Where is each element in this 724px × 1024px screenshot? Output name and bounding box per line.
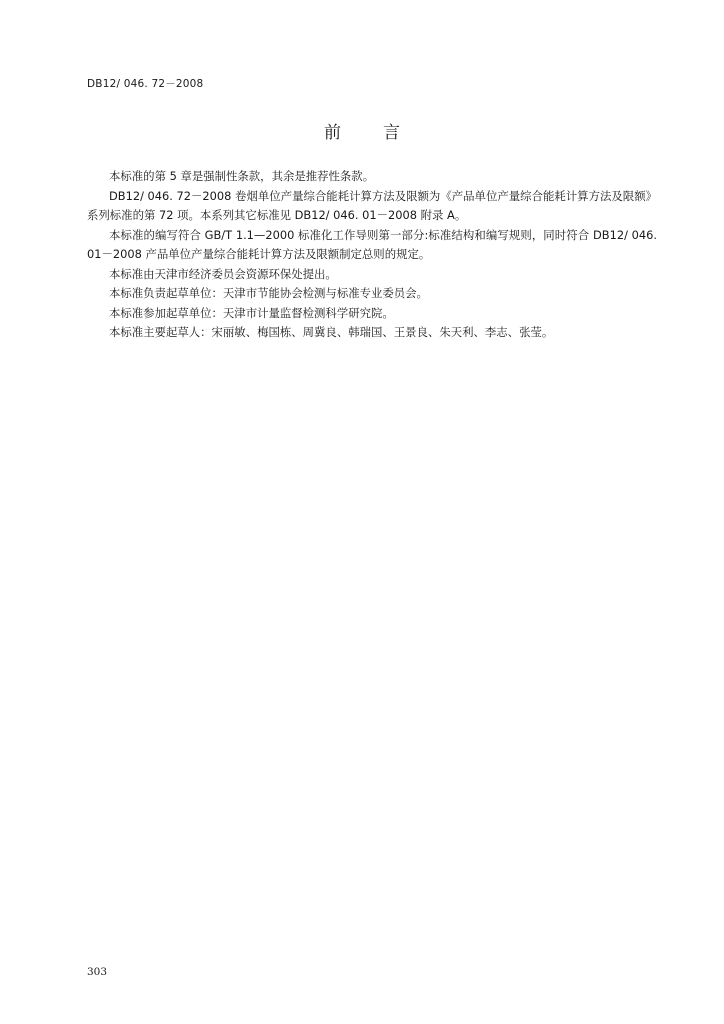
standard-code: DB12/ 046. 72－2008 [87, 78, 204, 90]
title-char-1: 前 [324, 123, 341, 143]
paragraph-responsible-unit: 本标准负责起草单位：天津市节能协会检测与标准专业委员会。 [109, 286, 428, 300]
paragraph-proposer: 本标准由天津市经济委员会资源环保处提出。 [109, 266, 337, 281]
paragraph-drafters: 本标准主要起草人：宋丽敏、梅国栋、周冀良、韩瑞国、王景良、朱天利、李志、张莹。 [109, 325, 554, 339]
paragraph-participating-unit: 本标准参加起草单位：天津市计量监督检测科学研究院。 [109, 305, 394, 320]
paragraph-mandatory-clause: 本标准的第 5 章是强制性条款，其余是推荐性条款。 [109, 169, 375, 183]
title-char-2: 言 [383, 123, 400, 143]
page-title [0, 118, 724, 143]
paragraph-series-info: DB12/ 046. 72－2008 卷烟单位产量综合能耗计算方法及限额为《产品单位产量综合能耗计算方法及限额》系列标准的第 72 项。本系列其它标准见 DB12/ 046. 01－2008 附录 A。 [87, 188, 657, 222]
page-number: 303 [87, 966, 108, 978]
paragraph-drafting-rules: 本标准的编写符合 GB/T 1.1—2000 标准化工作导则第一部分:标准结构和编写规则，同时符合 DB12/ 046. 01－2008 产品单位产量综合能耗计算方法及限额制定总则的规定。 [87, 227, 657, 261]
foreword-body [87, 167, 657, 343]
